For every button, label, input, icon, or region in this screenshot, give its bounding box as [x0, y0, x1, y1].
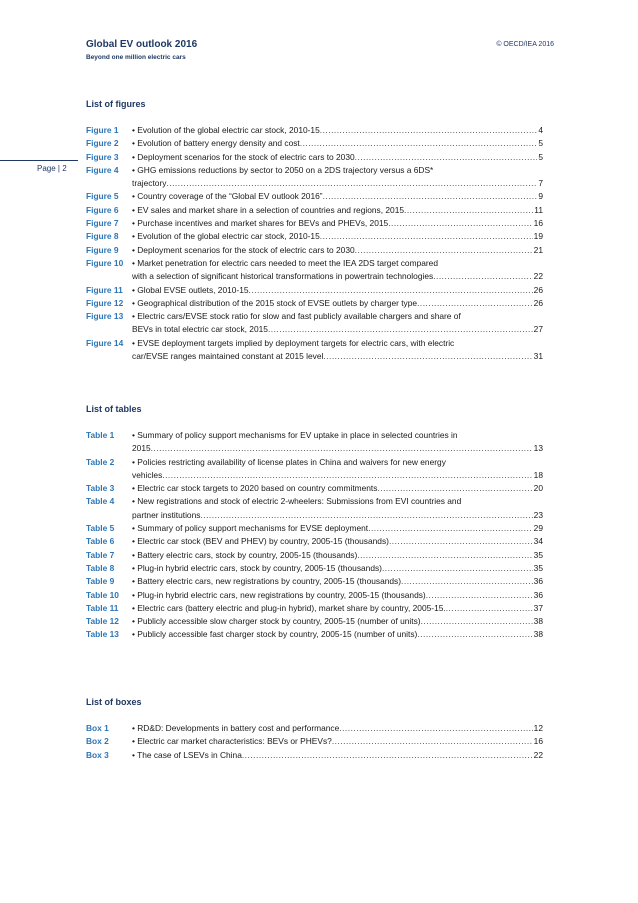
entry-body: [132, 164, 543, 191]
tables-heading: List of tables: [86, 404, 142, 414]
entry-title-text: • Evolution of the global electric car stock, 2010-15: [132, 231, 320, 242]
entry-label: Table 9: [86, 576, 115, 587]
entry-title-text: vehicles: [132, 469, 163, 480]
dot-leader: [417, 628, 532, 641]
toc-entry[interactable]: [86, 204, 543, 217]
entry-line: [132, 628, 543, 641]
dot-leader: [200, 509, 532, 522]
toc-entry[interactable]: [86, 628, 543, 641]
toc-entry[interactable]: [86, 575, 543, 588]
entry-label: Figure 3: [86, 151, 119, 162]
entry-line: [132, 575, 543, 588]
entry-label: Figure 4: [86, 164, 119, 175]
dot-leader: [323, 350, 532, 363]
entry-body: [132, 284, 543, 297]
entry-title-text: • Electric car stock (BEV and PHEV) by country, 2005-15 (thousands): [132, 536, 389, 547]
entry-body: [132, 735, 543, 748]
entry-line: [132, 217, 543, 230]
entry-label: Box 2: [86, 736, 109, 747]
entry-label: Figure 11: [86, 284, 123, 295]
toc-entry[interactable]: [86, 217, 543, 230]
entry-title-text: • Plug-in hybrid electric cars, new registrations by country, 2005-15 (thousands): [132, 589, 426, 600]
entry-line: [132, 456, 543, 469]
toc-entry[interactable]: [86, 589, 543, 602]
dot-leader: [339, 722, 532, 735]
entry-label: Figure 9: [86, 244, 119, 255]
dot-leader: [300, 137, 538, 150]
entry-line: [132, 257, 543, 270]
entry-body: [132, 429, 543, 456]
entry-title-text: • Country coverage of the “Global EV outlook 2016”: [132, 191, 323, 202]
toc-entry[interactable]: [86, 495, 543, 522]
entry-body: [132, 137, 543, 150]
entry-page-number: 34: [533, 536, 543, 547]
entry-body: [132, 297, 543, 310]
entry-title-text: • EVSE deployment targets implied by deployment targets for electric cars, with electric: [132, 337, 455, 348]
dot-leader: [417, 297, 533, 310]
entry-line: [132, 535, 543, 548]
entry-label: Table 3: [86, 483, 115, 494]
dot-leader: [446, 602, 533, 615]
toc-entry[interactable]: [86, 429, 543, 456]
entry-line: [132, 442, 543, 455]
toc-entry[interactable]: [86, 244, 543, 257]
entry-body: [132, 562, 543, 575]
entry-page-number: 29: [533, 523, 543, 534]
entry-line: [132, 482, 543, 495]
toc-entry[interactable]: [86, 257, 543, 284]
page-number: Page | 2: [37, 164, 67, 173]
entry-title-text: • Battery electric cars, stock by country, 2005-15 (thousands): [132, 549, 358, 560]
entry-body: [132, 482, 543, 495]
entry-page-number: 4: [538, 125, 543, 135]
entry-title-text: • Geographical distribution of the 2015 stock of EVSE outlets by charger type: [132, 297, 418, 308]
entry-title-text: BEVs in total electric car stock, 2015: [132, 324, 268, 335]
entry-title-text: • Deployment scenarios for the stock of electric cars to 2030: [132, 244, 355, 255]
entry-body: [132, 615, 543, 628]
dot-leader: [368, 522, 533, 535]
entry-page-number: 22: [533, 749, 543, 760]
entry-title-text: • Purchase incentives and market shares for BEVs and PHEVs, 2015: [132, 218, 389, 229]
entry-body: [132, 337, 543, 364]
dot-leader: [388, 217, 532, 230]
entry-page-number: 9: [538, 191, 543, 202]
copyright-notice: © OECD/IEA 2016: [496, 41, 554, 48]
entry-title-text: • EV sales and market share in a selection of countries and regions, 2015: [132, 204, 405, 215]
entry-label: Figure 10: [86, 257, 124, 268]
dot-leader: [389, 535, 533, 548]
entry-label: Figure 1: [86, 125, 119, 135]
toc-entry[interactable]: [86, 602, 543, 615]
entry-title-text: trajectory: [132, 178, 167, 189]
entry-label: Table 13: [86, 629, 119, 640]
entry-line: [132, 509, 543, 522]
entry-title-text: • Global EVSE outlets, 2010-15: [132, 284, 249, 295]
entry-page-number: 5: [538, 151, 543, 162]
entry-body: [132, 310, 543, 337]
dot-leader: [249, 284, 533, 297]
entry-title-text: • The case of LSEVs in China: [132, 749, 242, 760]
entry-line: [132, 284, 543, 297]
entry-page-number: 16: [533, 736, 543, 747]
entry-title-text: • Plug-in hybrid electric cars, stock by country, 2005-15 (thousands): [132, 562, 382, 573]
dot-leader: [401, 575, 533, 588]
dot-leader: [357, 549, 532, 562]
entry-title-text: • Electric cars (battery electric and plug-in hybrid), market share by country, 2005-15.: [132, 602, 446, 613]
entry-line: [132, 522, 543, 535]
entry-label: Table 7: [86, 549, 115, 560]
dot-leader: [323, 190, 538, 203]
entry-page-number: 38: [533, 629, 543, 640]
toc-entry[interactable]: [86, 124, 543, 137]
boxes-list: [86, 722, 543, 762]
entry-line: [132, 602, 543, 615]
toc-entry[interactable]: [86, 190, 543, 203]
entry-body: [132, 535, 543, 548]
entry-body: [132, 230, 543, 243]
toc-entry[interactable]: [86, 615, 543, 628]
entry-title-text: • Evolution of the global electric car stock, 2010-15: [132, 125, 320, 135]
entry-title-text: • Policies restricting availability of license plates in China and waivers for new energy: [132, 456, 446, 467]
entry-page-number: 23: [533, 509, 543, 520]
entry-page-number: 19: [533, 231, 543, 242]
entry-label: Figure 5: [86, 191, 119, 202]
entry-label: Table 12: [86, 616, 119, 627]
document-subtitle: Beyond one million electric cars: [86, 54, 186, 61]
entry-page-number: 5: [538, 138, 543, 149]
dot-leader: [421, 615, 533, 628]
entry-page-number: 22: [533, 271, 543, 282]
entry-page-number: 26: [533, 284, 543, 295]
boxes-heading: List of boxes: [86, 697, 142, 707]
entry-line: [132, 495, 543, 508]
entry-body: [132, 749, 543, 762]
toc-entry[interactable]: [86, 456, 543, 483]
entry-title-text: • Market penetration for electric cars needed to meet the IEA 2DS target compared: [132, 257, 438, 268]
entry-page-number: 20: [533, 483, 543, 494]
entry-page-number: 7: [538, 178, 543, 189]
entry-label: Figure 6: [86, 204, 119, 215]
entry-body: [132, 722, 543, 735]
figures-list: [86, 124, 543, 363]
entry-page-number: 38: [533, 616, 543, 627]
dot-leader: [355, 244, 533, 257]
toc-entry[interactable]: [86, 164, 543, 191]
entry-body: [132, 456, 543, 483]
entry-label: Figure 2: [86, 138, 119, 149]
toc-entry[interactable]: [86, 735, 543, 748]
toc-entry[interactable]: [86, 137, 543, 150]
entry-line: [132, 323, 543, 336]
dot-leader: [404, 204, 533, 217]
entry-title-text: • Electric car stock targets to 2020 based on country commitments: [132, 483, 378, 494]
entry-label: Box 1: [86, 723, 109, 733]
entry-page-number: 16: [533, 218, 543, 229]
dot-leader: [433, 270, 532, 283]
toc-entry[interactable]: [86, 482, 543, 495]
entry-label: Table 5: [86, 523, 115, 534]
entry-body: [132, 628, 543, 641]
entry-title-text: • Electric cars/EVSE stock ratio for slow and fast publicly available chargers and share of: [132, 311, 461, 322]
entry-page-number: 26: [533, 297, 543, 308]
entry-line: [132, 244, 543, 257]
entry-body: [132, 522, 543, 535]
toc-entry[interactable]: [86, 310, 543, 337]
entry-page-number: 27: [533, 324, 543, 335]
entry-line: [132, 337, 543, 350]
entry-title-text: • Deployment scenarios for the stock of electric cars to 2030: [132, 151, 355, 162]
entry-page-number: 18: [533, 469, 543, 480]
entry-label: Table 4: [86, 496, 115, 507]
dot-leader: [320, 124, 538, 137]
toc-entry[interactable]: [86, 549, 543, 562]
entry-label: Table 8: [86, 562, 115, 573]
entry-line: [132, 270, 543, 283]
document-title: Global EV outlook 2016: [86, 39, 198, 50]
toc-entry[interactable]: [86, 297, 543, 310]
toc-entry[interactable]: [86, 535, 543, 548]
entry-body: [132, 495, 543, 522]
entry-title-text: • Summary of policy support mechanisms for EV uptake in place in selected countries in: [132, 430, 458, 440]
dot-leader: [151, 442, 533, 455]
entry-body: [132, 204, 543, 217]
entry-page-number: 11: [534, 204, 543, 215]
entry-page-number: 35: [533, 562, 543, 573]
dot-leader: [162, 469, 532, 482]
dot-leader: [268, 323, 533, 336]
entry-label: Table 1: [86, 430, 115, 440]
entry-page-number: 31: [533, 351, 543, 362]
entry-page-number: 36: [533, 576, 543, 587]
entry-title-text: 2015: [132, 443, 151, 454]
entry-line: [132, 190, 543, 203]
toc-entry[interactable]: [86, 151, 543, 164]
toc-entry[interactable]: [86, 562, 543, 575]
entry-line: [132, 297, 543, 310]
entry-page-number: 35: [533, 549, 543, 560]
entry-line: [132, 310, 543, 323]
entry-label: Figure 8: [86, 231, 119, 242]
entry-body: [132, 575, 543, 588]
entry-body: [132, 602, 543, 615]
entry-line: [132, 562, 543, 575]
toc-entry[interactable]: [86, 337, 543, 364]
entry-label: Table 10: [86, 589, 119, 600]
entry-label: Figure 14: [86, 337, 124, 348]
entry-line: [132, 137, 543, 150]
toc-entry[interactable]: [86, 284, 543, 297]
page-number-rule: [0, 160, 78, 161]
entry-title-text: • GHG emissions reductions by sector to 2050 on a 2DS trajectory versus a 6DS*: [132, 164, 434, 175]
entry-line: [132, 722, 543, 735]
dot-leader: [426, 589, 533, 602]
entry-title-text: • Publicly accessible slow charger stock by country, 2005-15 (number of units): [132, 616, 421, 627]
toc-entry[interactable]: [86, 722, 543, 735]
dot-leader: [242, 749, 533, 762]
entry-title-text: car/EVSE ranges maintained constant at 2015 level: [132, 351, 324, 362]
dot-leader: [355, 151, 538, 164]
toc-entry[interactable]: [86, 749, 543, 762]
entry-page-number: 36: [533, 589, 543, 600]
entry-body: [132, 151, 543, 164]
entry-line: [132, 615, 543, 628]
entry-line: [132, 429, 543, 442]
entry-label: Figure 7: [86, 218, 119, 229]
entry-body: [132, 190, 543, 203]
entry-line: [132, 204, 543, 217]
entry-label: Box 3: [86, 749, 109, 760]
entry-line: [132, 177, 543, 190]
entry-title-text: • RD&D: Developments in battery cost and performance: [132, 723, 340, 733]
entry-title-text: • Electric car market characteristics: BEVs or PHEVs?: [132, 736, 332, 747]
entry-page-number: 37: [533, 602, 543, 613]
toc-entry[interactable]: [86, 230, 543, 243]
entry-title-text: • Battery electric cars, new registrations by country, 2005-15 (thousands): [132, 576, 402, 587]
entry-label: Table 11: [86, 602, 119, 613]
entry-label: Figure 12: [86, 297, 124, 308]
dot-leader: [166, 177, 537, 190]
dot-leader: [332, 735, 533, 748]
entry-body: [132, 589, 543, 602]
entry-line: [132, 469, 543, 482]
entry-label: Figure 13: [86, 311, 124, 322]
toc-entry[interactable]: [86, 522, 543, 535]
entry-line: [132, 549, 543, 562]
entry-title-text: • Evolution of battery energy density and cost: [132, 138, 300, 149]
entry-body: [132, 257, 543, 284]
entry-line: [132, 350, 543, 363]
entry-line: [132, 230, 543, 243]
entry-body: [132, 217, 543, 230]
dot-leader: [320, 230, 533, 243]
entry-body: [132, 124, 543, 137]
entry-body: [132, 244, 543, 257]
entry-line: [132, 589, 543, 602]
figures-heading: List of figures: [86, 99, 146, 109]
dot-leader: [377, 482, 532, 495]
entry-title-text: with a selection of significant historical transformations in powertrain technologies: [132, 271, 434, 282]
dot-leader: [382, 562, 533, 575]
entry-body: [132, 549, 543, 562]
entry-title-text: partner institutions: [132, 509, 201, 520]
entry-page-number: 13: [533, 443, 543, 454]
entry-page-number: 12: [533, 723, 543, 733]
entry-line: [132, 151, 543, 164]
entry-title-text: • New registrations and stock of electric 2-wheelers: Submissions from EVI countries and: [132, 496, 462, 507]
entry-line: [132, 164, 543, 177]
entry-label: Table 2: [86, 456, 115, 467]
entry-page-number: 21: [533, 244, 543, 255]
entry-title-text: • Summary of policy support mechanisms for EVSE deployment: [132, 523, 369, 534]
entry-line: [132, 749, 543, 762]
tables-list: [86, 429, 543, 642]
entry-line: [132, 735, 543, 748]
entry-label: Table 6: [86, 536, 115, 547]
entry-line: [132, 124, 543, 137]
entry-title-text: • Publicly accessible fast charger stock by country, 2005-15 (number of units): [132, 629, 418, 640]
